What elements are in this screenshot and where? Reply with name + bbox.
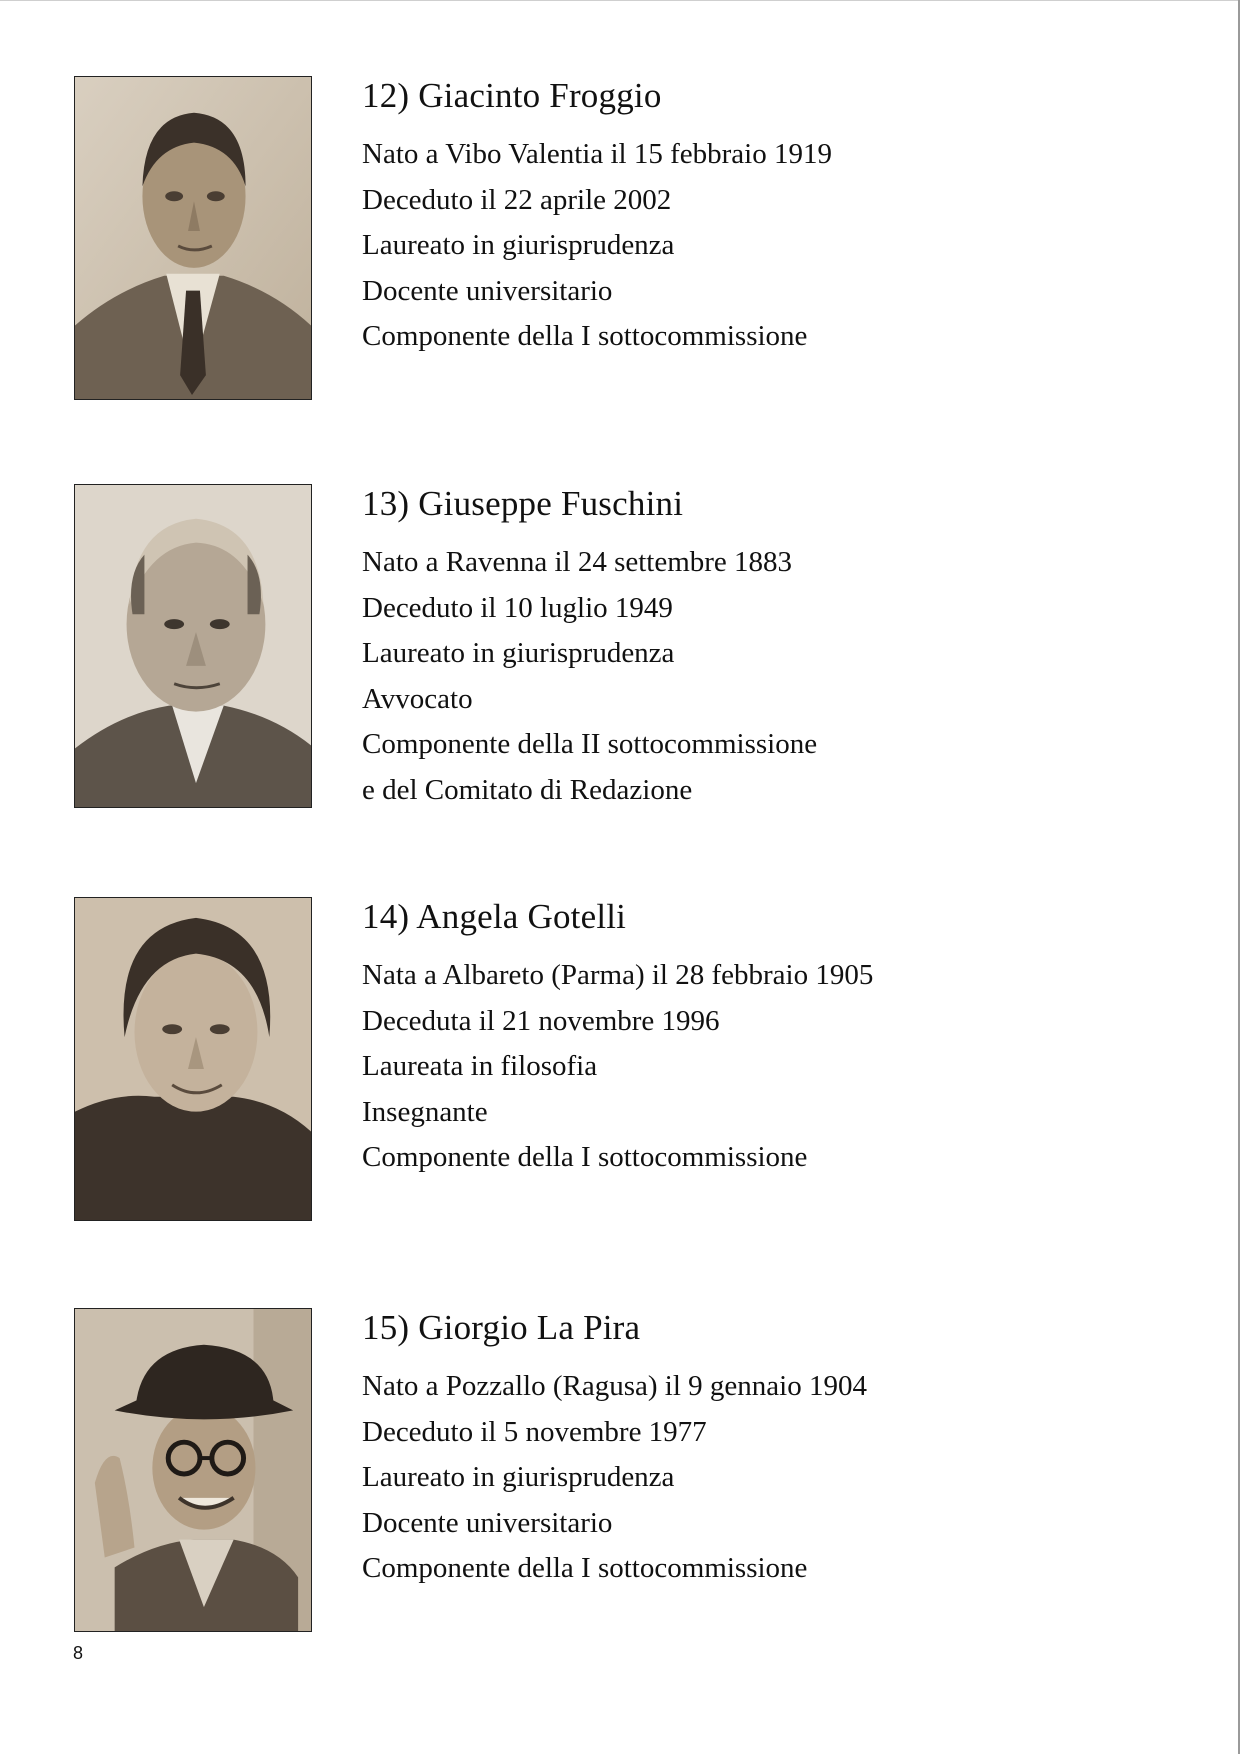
entry-line-role: Componente della I sottocommissione [362,320,808,352]
entry-line-profession: Docente universitario [362,1506,613,1539]
photo-giuseppe-fuschini [74,484,312,808]
entry-details [362,1364,867,1592]
entry-line-profession: Avvocato [362,682,473,715]
entry-line-role: Componente della II sottocommissione [362,728,818,760]
entry-details [362,953,873,1181]
entry-line-degree: Laureato in giurisprudenza [362,229,675,261]
entry-text [362,76,832,360]
entry-line-death: Deceduto il 10 luglio 1949 [362,591,673,624]
photo-giacinto-froggio [74,76,312,400]
entry-line-birth: Nato a Pozzallo (Ragusa) il 9 gennaio 1904 [362,1370,867,1402]
entry-line-degree: Laureato in giurisprudenza [362,1461,675,1493]
entry-name: 12) Giacinto Froggio [362,76,662,115]
entry-line-death: Deceduto il 22 aprile 2002 [362,183,672,216]
entry-name: 13) Giuseppe Fuschini [362,484,684,523]
page-number: 8 [73,1643,84,1663]
entry-name: 14) Angela Gotelli [362,897,627,936]
entry-line-degree: Laureata in filosofia [362,1050,598,1082]
entry-line-role: Componente della I sottocommissione [362,1141,808,1173]
entry-line-degree: Laureato in giurisprudenza [362,637,675,669]
photo-giorgio-la-pira [74,1308,312,1632]
entry-name: 15) Giorgio La Pira [362,1308,641,1347]
entry-line-birth: Nata a Albareto (Parma) il 28 febbraio 1905 [362,959,874,991]
entry-text [362,484,817,813]
entry-details [362,132,832,360]
entry-details [362,540,817,813]
entry-line-role-continued: e del Comitato di Redazione [362,773,693,806]
entry-line-birth: Nato a Vibo Valentia il 15 febbraio 1919 [362,138,832,170]
entry-line-death: Deceduta il 21 novembre 1996 [362,1004,720,1037]
entry-line-role: Componente della I sottocommissione [362,1552,808,1584]
photo-angela-gotelli [74,897,312,1221]
entry-text [362,1308,867,1592]
entry-line-profession: Docente universitario [362,274,613,307]
entry-line-profession: Insegnante [362,1095,488,1128]
page-top-edge [0,0,1240,1]
entry-text [362,897,873,1181]
entry-line-birth: Nato a Ravenna il 24 settembre 1883 [362,546,793,578]
entry-line-death: Deceduto il 5 novembre 1977 [362,1415,707,1448]
portrait-woman-icon [75,898,311,1220]
portrait-older-man-icon [75,485,311,807]
portrait-man-suit-icon [75,77,311,399]
portrait-man-hat-glasses-icon [75,1309,311,1631]
